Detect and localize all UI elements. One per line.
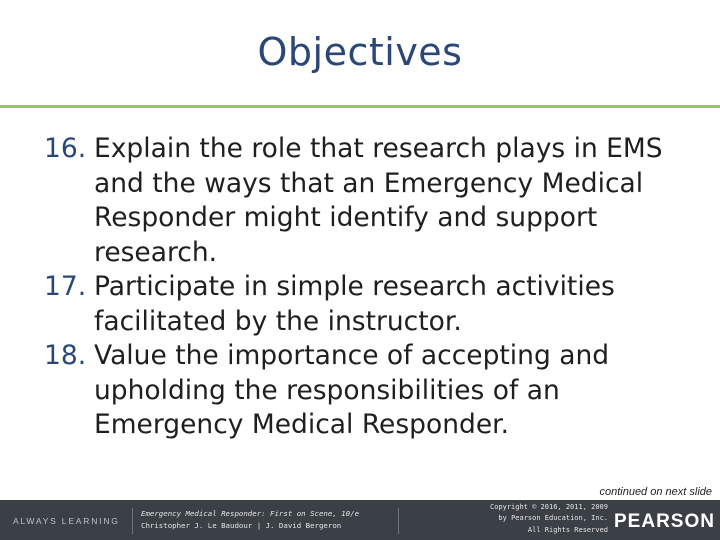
objective-item [44, 132, 704, 270]
objective-text: Participate in simple research activities facilitated by the instructor. [94, 271, 615, 337]
footer-divider [398, 508, 399, 534]
title-divider [0, 105, 720, 108]
copyright-line: by Pearson Education, Inc. [498, 514, 608, 523]
objective-item [44, 339, 704, 443]
objective-text: Explain the role that research plays in EMS and the ways that an Emergency Medical Responder might identify and support research. [94, 133, 663, 268]
copyright-line: Copyright © 2016, 2011, 2009 [489, 503, 608, 511]
objective-number: 18. [44, 340, 87, 371]
slide-title: Objectives [257, 30, 463, 74]
pearson-logo: PEARSON [614, 511, 715, 532]
always-learning-tagline: ALWAYS LEARNING [13, 516, 120, 526]
footer-bar [0, 500, 720, 540]
objective-text: Value the importance of accepting and upholding the responsibilities of an Emergency Medical Responder. [94, 340, 610, 440]
copyright-notice [450, 502, 608, 536]
footer-divider [132, 508, 133, 534]
objective-number: 16. [44, 133, 87, 164]
book-authors: Christopher J. Le Baudour | J. David Bergeron [141, 521, 342, 530]
objective-number: 17. [44, 271, 87, 302]
objective-item [44, 270, 704, 339]
book-citation [141, 508, 359, 532]
continued-note: continued on next slide [599, 486, 712, 498]
copyright-line: All Rights Reserved [527, 525, 608, 534]
objectives-list [44, 132, 704, 443]
book-title: Emergency Medical Responder: First on Scene, 10/e [141, 509, 360, 518]
